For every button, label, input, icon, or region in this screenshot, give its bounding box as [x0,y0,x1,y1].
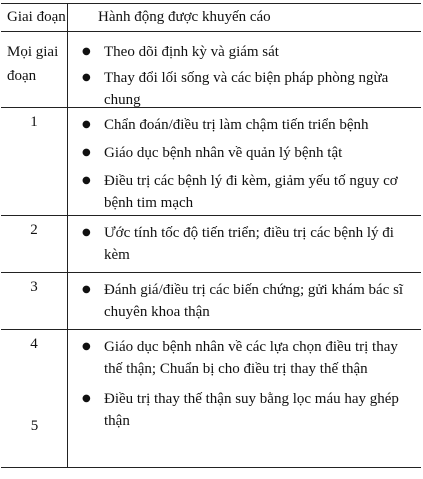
actions-cell [68,32,421,107]
item-text: Đánh giá/điều trị các biến chứng; gửi khám bác sĩ chuyên khoa thận [104,282,404,320]
stage-label: 1 [30,114,38,130]
actions-cell [68,273,421,329]
table-row [1,31,421,107]
bullet-icon: ● [82,175,91,186]
item-text: Theo dõi định kỳ và giám sát [104,44,279,60]
actions-cell [68,216,421,272]
table-row [1,329,421,467]
item-text: Ước tính tốc độ tiến triển; điều trị các bệnh lý đi kèm [104,225,394,263]
bullet-icon: ● [82,393,91,404]
stage-cell [1,273,68,329]
stage-label: 5 [30,418,39,434]
stage-cell [1,330,68,467]
item-text: Thay đổi lối sống và các biện pháp phòng ngừa chung [104,70,389,108]
item-text: Điều trị thay thế thận suy bằng lọc máu hay ghép thận [104,391,399,429]
stage-label: 3 [30,279,38,295]
item-text: Giáo dục bệnh nhân về quản lý bệnh tật [104,145,343,161]
item-text: Giáo dục bệnh nhân về các lựa chọn điều trị thay thế thận; Chuẩn bị cho điều trị thay thế thận [104,339,398,377]
stage-cell [1,32,68,107]
list-item [68,279,421,323]
table-header [1,4,421,31]
bullet-icon: ● [82,341,91,352]
list-item [68,41,421,63]
stage-recommendation-table [1,3,421,468]
actions-cell [68,108,421,215]
bullet-icon: ● [82,72,91,83]
stage-cell [1,108,68,215]
stage-label: 4 [30,336,38,352]
stage-label: 2 [30,222,38,238]
item-text: Chẩn đoán/điều trị làm chậm tiến triển bệnh [104,117,369,133]
stage-label: Mọi giai đoạn [7,44,59,84]
table-row [1,272,421,329]
stage-cell [1,418,68,435]
list-item [68,170,421,214]
list-item [68,336,421,380]
bullet-icon: ● [82,284,91,295]
bullet-icon: ● [82,119,91,130]
header-stage: Giai đoạn [1,4,68,31]
stage-cell [1,216,68,272]
actions-cell [68,330,421,467]
list-item [68,222,421,266]
list-item [68,388,421,432]
item-text: Điều trị các bệnh lý đi kèm, giảm yếu tố nguy cơ bệnh tim mạch [104,173,398,211]
table-row [1,215,421,272]
bullet-icon: ● [82,227,91,238]
list-item [68,67,421,111]
list-item [68,142,421,164]
bullet-icon: ● [82,147,91,158]
bullet-icon: ● [82,46,91,57]
table-row [1,107,421,215]
header-actions: Hành động được khuyến cáo [98,9,271,25]
list-item [68,114,421,136]
